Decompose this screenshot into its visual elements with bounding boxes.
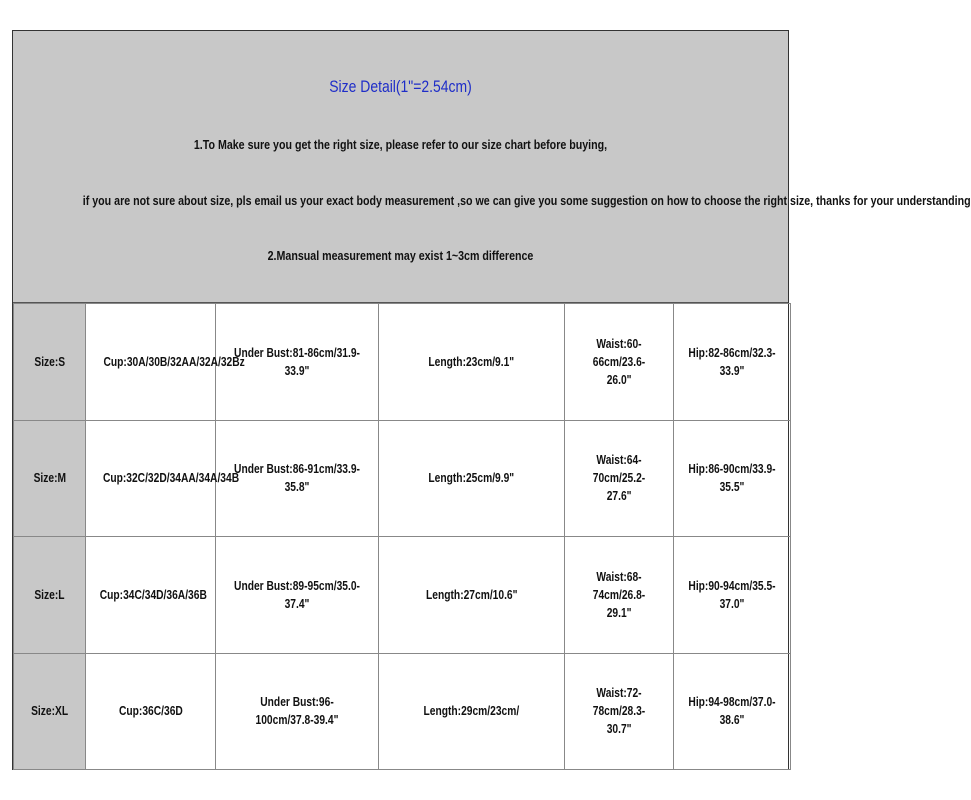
size-note-2: if you are not sure about size, pls email us your exact body measurement ,so we can give you some suggestion on how to choose the right size, thanks for your understanding <box>82 193 971 208</box>
length-cell: Length:25cm/9.9" <box>379 420 565 537</box>
waist-cell: Waist:64-70cm/25.2- 27.6" <box>565 420 674 537</box>
size-label: Size:XL <box>14 653 86 770</box>
under-bust-cell: Under Bust:96-100cm/37.8-39.4" <box>216 653 379 770</box>
table-row <box>14 420 791 537</box>
hip-cell: Hip:90-94cm/35.5-37.0" <box>674 537 791 654</box>
waist-cell: Waist:60-66cm/23.6- 26.0" <box>565 304 674 421</box>
under-bust-cell: Under Bust:81-86cm/31.9-33.9" <box>216 304 379 421</box>
size-chart <box>12 30 971 770</box>
hip-cell: Hip:82-86cm/32.3-33.9" <box>674 304 791 421</box>
waist-cell: Waist:68-74cm/26.8- 29.1" <box>565 537 674 654</box>
table-row <box>14 304 791 421</box>
size-chart-header <box>13 31 971 303</box>
length-cell: Length:27cm/10.6" <box>379 537 565 654</box>
hip-cell: Hip:94-98cm/37.0-38.6" <box>674 653 791 770</box>
size-label: Size:L <box>14 537 86 654</box>
size-note-3: 2.Mansual measurement may exist 1~3cm difference <box>267 248 534 263</box>
waist-cell: Waist:72-78cm/28.3- 30.7" <box>565 653 674 770</box>
size-label: Size:S <box>14 304 86 421</box>
table-row <box>14 653 791 770</box>
hip-cell: Hip:86-90cm/33.9-35.5" <box>674 420 791 537</box>
table-row <box>14 537 791 654</box>
size-label: Size:M <box>14 420 86 537</box>
under-bust-cell: Under Bust:86-91cm/33.9-35.8" <box>216 420 379 537</box>
size-chart-title: Size Detail(1"=2.54cm) <box>329 77 472 96</box>
cup-cell: Cup:30A/30B/32AA/32A/32Bz <box>86 304 216 421</box>
size-note-1: 1.To Make sure you get the right size, please refer to our size chart before buying, <box>193 137 608 152</box>
size-table <box>13 303 791 770</box>
cup-cell: Cup:36C/36D <box>86 653 216 770</box>
length-cell: Length:23cm/9.1" <box>379 304 565 421</box>
cup-cell: Cup:32C/32D/34AA/34A/34B <box>86 420 216 537</box>
under-bust-cell: Under Bust:89-95cm/35.0-37.4" <box>216 537 379 654</box>
length-cell: Length:29cm/23cm/ <box>379 653 565 770</box>
cup-cell: Cup:34C/34D/36A/36B <box>86 537 216 654</box>
